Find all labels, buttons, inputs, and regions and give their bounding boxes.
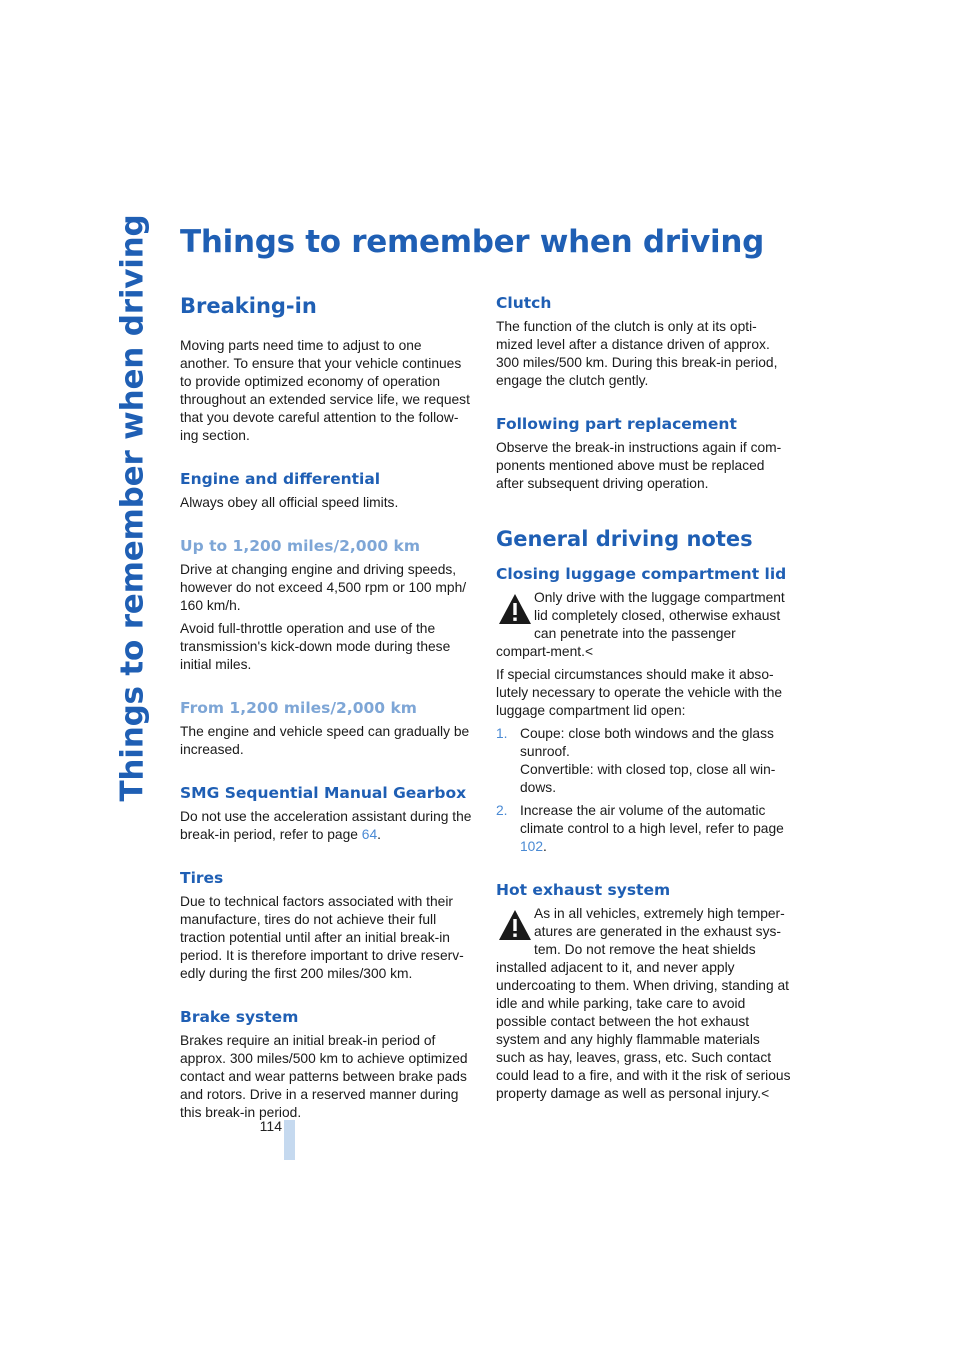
warning-icon (496, 591, 534, 627)
exhaust-warning-paragraph (496, 905, 791, 1103)
step-line-1: Increase the air volume of the automatic climate control to a high level, refer to page (520, 803, 784, 836)
side-title (108, 214, 158, 802)
side-title-text: Things to remember when driving (115, 214, 151, 802)
page-link-64[interactable]: 64 (361, 827, 378, 842)
engine-text: Always obey all official speed limits. (180, 495, 399, 510)
smg-heading: SMG Sequential Manual Gearbox (180, 784, 467, 802)
smg-end: . (377, 827, 381, 842)
step-number: 1. (496, 726, 508, 741)
from-text: The engine and vehicle speed can gradually be increased. (180, 724, 470, 757)
general-heading: General driving notes (496, 527, 753, 551)
clutch-heading: Clutch (496, 294, 552, 312)
right-column (496, 293, 791, 1108)
luggage-warning-text: Only drive with the luggage compartment lid completely closed, otherwise exhaust can penetrate into the passenger compart-ment.< (496, 590, 785, 659)
following-text: Observe the break-in instructions again if com-ponents mentioned above must be replaced after subsequent driving operation. (496, 440, 782, 491)
clutch-text: The function of the clutch is only at its opti-mized level after a distance driven of approx. 300 miles/500 km. During this break-in period, engage the clutch gently. (496, 319, 778, 388)
list-item (496, 802, 791, 856)
exhaust-warning-text: As in all vehicles, extremely high temper-atures are generated in the exhaust sys-tem. Do not remove the heat shields installed adjacent to it, and never apply undercoating to them. When driving, standing at idle and while parking, take care to avoid possible contact between the hot exhaust system and any highly flammable materials such as hay, leaves, grass, etc. Such contact could lead to a fire, and with it the risk of serious property damage as well as personal injury.< (496, 906, 791, 1101)
upto-heading: Up to 1,200 miles/2,000 km (180, 537, 421, 555)
exhaust-heading: Hot exhaust system (496, 881, 671, 899)
following-heading: Following part replacement (496, 415, 737, 433)
step-line-2: Convertible: with closed top, close all win-dows. (520, 762, 776, 795)
page-number-bar (284, 1120, 295, 1160)
luggage-warning-paragraph (496, 589, 791, 661)
smg-text: Do not use the acceleration assistant during the break-in period, refer to page (180, 809, 472, 842)
page-number: 114 (259, 1118, 282, 1134)
page-link-102[interactable]: 102 (520, 839, 544, 854)
brake-text: Brakes require an initial break-in period of approx. 300 miles/500 km to achieve optimized contact and wear patterns between brake pads and rotors. Drive in a reserved manner during this break-in period. (180, 1033, 468, 1120)
tires-heading: Tires (180, 869, 224, 887)
step-end: . (543, 839, 547, 854)
from-heading: From 1,200 miles/2,000 km (180, 699, 417, 717)
brake-heading: Brake system (180, 1008, 299, 1026)
smg-paragraph (180, 808, 475, 844)
upto-text-1: Drive at changing engine and driving speeds, however do not exceed 4,500 rpm or 100 mph/ 160 km/h. (180, 562, 467, 613)
breaking-in-heading: Breaking-in (180, 294, 317, 318)
step-line-1: Coupe: close both windows and the glass sunroof. (520, 726, 774, 759)
step-number: 2. (496, 803, 508, 818)
left-column (180, 293, 475, 1127)
warning-icon (496, 907, 534, 943)
luggage-heading: Closing luggage compartment lid (496, 565, 787, 583)
breaking-in-text: Moving parts need time to adjust to one another. To ensure that your vehicle continues to provide optimized economy of operation throughout an extended service life, we request that you devote careful attention to the follow-ing section. (180, 338, 470, 443)
steps-list (496, 725, 791, 856)
tires-text: Due to technical factors associated with their manufacture, tires do not achieve their full traction potential until after an initial break-in period. It is therefore important to drive reserv-edly during the first 200 miles/300 km. (180, 894, 464, 981)
page-title: Things to remember when driving (180, 224, 764, 260)
luggage-text: If special circumstances should make it abso-lutely necessary to operate the vehicle with the luggage compartment lid open: (496, 667, 783, 718)
list-item (496, 725, 791, 797)
upto-text-2: Avoid full-throttle operation and use of the transmission's kick-down mode during these initial miles. (180, 621, 451, 672)
engine-heading: Engine and differential (180, 470, 381, 488)
